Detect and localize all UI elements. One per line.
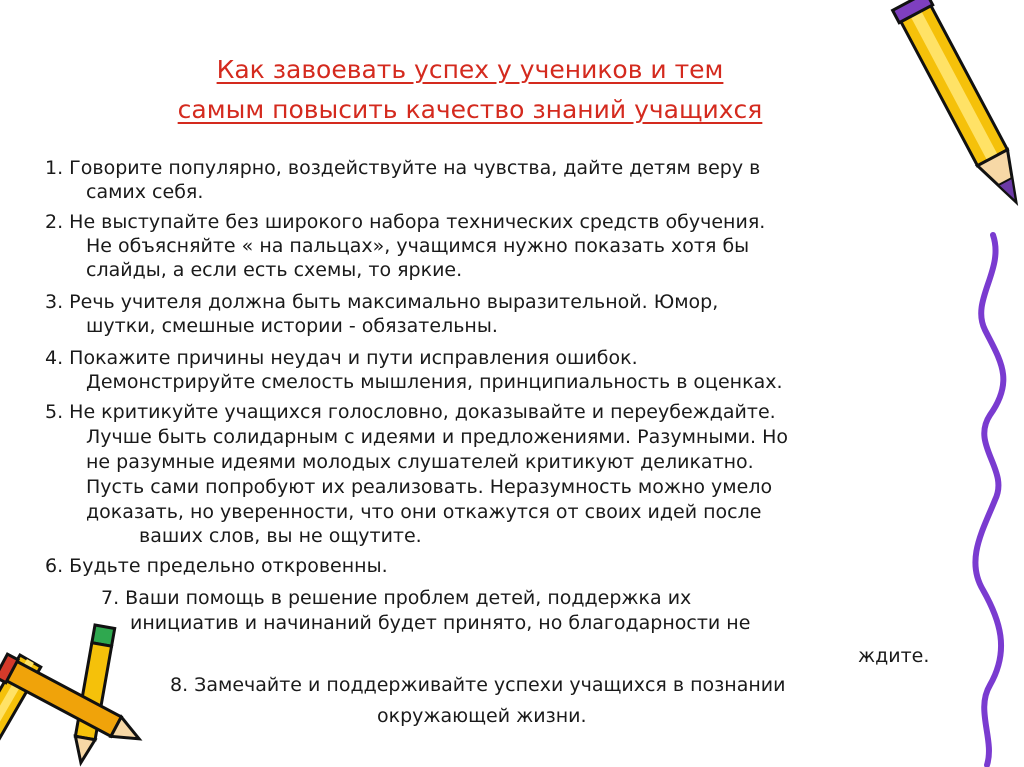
tip-5-line-3: не разумные идеями молодых слушателей критикуют деликатно. [86,451,754,473]
tip-2-line-3: слайды, а если есть схемы, то яркие. [86,259,463,281]
tip-2-line-2: Не объясняйте « на пальцах», учащимся нужно показать хотя бы [86,235,750,257]
tip-5-line-1: 5. Не критикуйте учащихся голословно, доказывайте и переубеждайте. [45,401,776,423]
tip-2-line-1: 2. Не выступайте без широкого набора технических средств обучения. [45,211,766,233]
tip-5-line-4: Пусть сами попробуют их реализовать. Неразумность можно умело [86,476,773,498]
tip-3-line-1: 3. Речь учителя должна быть максимально выразительной. Юмор, [45,291,719,313]
tip-4-line-2: Демонстрируйте смелость мышления, принципиальность в оценках. [86,371,783,393]
tip-1-line-2: самих себя. [86,181,204,203]
tip-8-line-1: 8. Замечайте и поддерживайте успехи учащихся в познании [170,674,786,696]
pencil-icon [860,0,1020,245]
tip-5-line-2: Лучше быть солидарным с идеями и предложениями. Разумными. Но [86,426,789,448]
tip-5-line-6: ваших слов, вы не ощутите. [139,525,422,547]
tip-4-line-1: 4. Покажите причины неудач и пути исправления ошибок. [45,347,638,369]
tip-6-line-1: 6. Будьте предельно откровенны. [45,555,388,577]
tip-7-line-2: инициатив и начинаний будет принято, но благодарности не [130,612,751,634]
tip-1-line-1: 1. Говорите популярно, воздействуйте на чувства, дайте детям веру в [45,157,761,179]
slide-title-line-1: Как завоевать успех у учеников и тем [216,55,724,84]
tip-8-line-2: окружающей жизни. [377,705,587,727]
slide-title-line-2: самым повысить качество знаний учащихся [177,95,763,124]
tip-3-line-2: шутки, смешные истории - обязательны. [86,315,498,337]
tip-7-line-3: ждите. [858,645,930,667]
tip-7-line-1: 7. Ваши помощь в решение проблем детей, поддержка их [101,587,692,609]
pencils-icon [0,620,160,767]
tip-5-line-5: доказать, но уверенности, что они откажутся от своих идей после [86,501,762,523]
scribble-line-icon [955,230,1024,767]
